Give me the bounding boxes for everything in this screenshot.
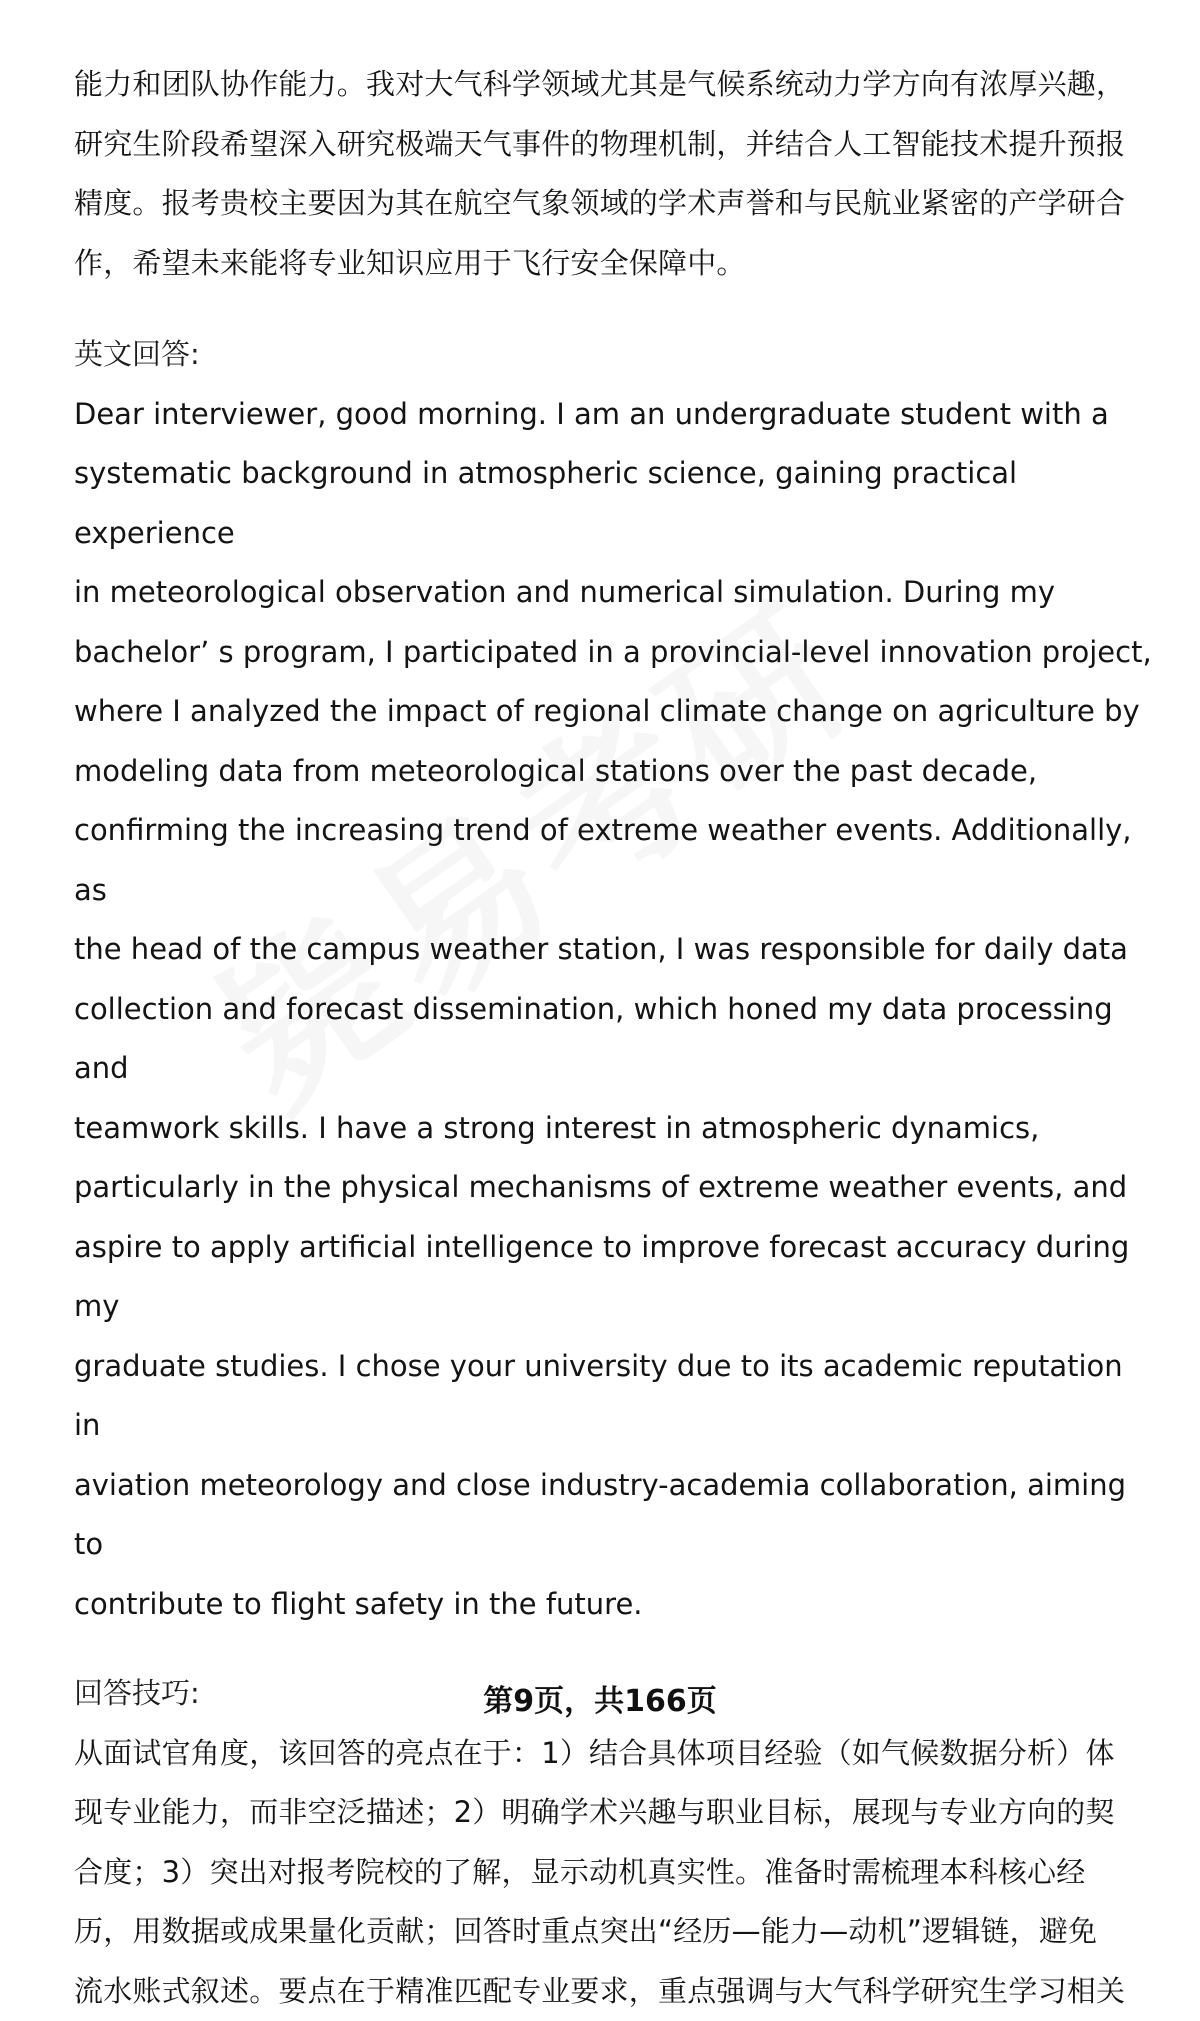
english-answer-paragraph: Dear interviewer, good morning. I am an undergraduate student with a systematic background in atmospheric science, gaining practical experience in meteorological observation and numerical simulation. During my bachelor’ s program, I participated in a provincial-level innovation project, where I analyzed the impact of regional climate change on agriculture by modeling data from meteorological stations over the past decade, confirming the increasing trend of extreme weather events. Additionally, as the head of the campus weather station, I was responsible for daily data collection and forecast dissemination, which honed my data processing and teamwork skills. I have a strong interest in atmospheric dynamics, particularly in the physical mechanisms of extreme weather events, and aspire to apply artificial intelligence to improve forecast accuracy during my graduate studies. I chose your university due to its academic reputation in aviation meteorology and close industry-academia collaboration, aiming to contribute to flight safety in the future. bbox=[74, 385, 1154, 1635]
intro-paragraph: 能力和团队协作能力。我对大气科学领域尤其是气候系统动力学方向有浓厚兴趣， 研究生阶段希望深入研究极端天气事件的物理机制，并结合人工智能技术提升预报 精度。报考贵校主要因为其在航空气象领域的学术声誉和与民航业紧密的产学研合 作，希望未来能将专业知识应用于飞行安全保障中。 bbox=[74, 55, 1154, 293]
document-body bbox=[74, 55, 1154, 2021]
page-indicator: 第9页，共166页 bbox=[0, 1676, 1200, 1720]
tips-paragraph: 从面试官角度，该回答的亮点在于：1）结合具体项目经验（如气候数据分析）体 现专业能力，而非空泛描述；2）明确学术兴趣与职业目标，展现与专业方向的契 合度；3）突出对报考院校的了解，显示动机真实性。准备时需梳理本科核心经 历，用数据或成果量化贡献；回答时重点突出“经历—能力—动机”逻辑链，避免 流水账式叙述。要点在于精准匹配专业要求，重点强调与大气科学研究生学习相关 bbox=[74, 1724, 1154, 2021]
tips-heading: 回答技巧: bbox=[74, 1664, 1154, 1724]
english-answer-heading: 英文回答: bbox=[74, 325, 1154, 385]
